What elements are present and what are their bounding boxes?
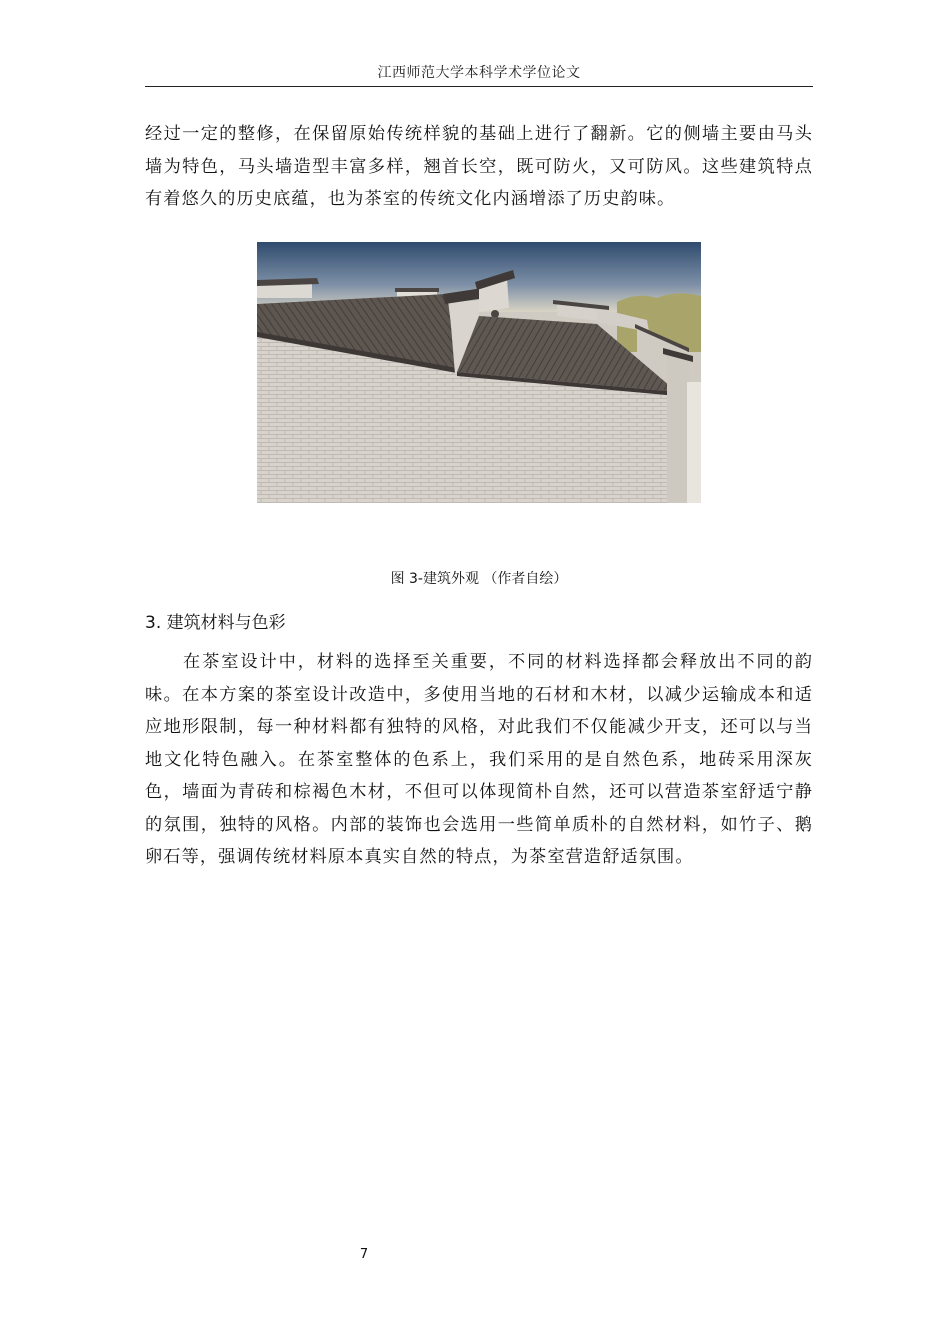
paragraph-1: 经过一定的整修，在保留原始传统样貌的基础上进行了翻新。它的侧墙主要由马头墙为特色，马头墙造型丰富多样，翘首长空，既可防火，又可防风。这些建筑特点有着悠久的历史底蕴，也为茶室的传统文化内涵增添了历史韵味。 — [145, 124, 813, 209]
paragraph-2: 在茶室设计中，材料的选择至关重要，不同的材料选择都会释放出不同的韵味。在本方案的茶室设计改造中，多使用当地的石材和木材，以减少运输成本和适应地形限制，每一种材料都有独特的风格，对此我们不仅能减少开支，还可以与当地文化特色融入。在茶室整体的色系上，我们采用的是自然色系，地砖采用深灰色，墙面为青砖和棕褐色木材，不但可以体现简朴自然，还可以营造茶室舒适宁静的氛围，独特的风格。内部的装饰也会选用一些简单质朴的自然材料，如竹子、鹅卵石等，强调传统材料原本真实自然的特点，为茶室营造舒适氛围。 — [145, 652, 813, 867]
figure-caption: 图 3-建筑外观 （作者自绘） — [390, 571, 568, 587]
running-header: 江西师范大学本科学术学位论文 — [377, 65, 581, 81]
building-exterior-figure — [257, 242, 701, 503]
page-number: 7 — [359, 1247, 369, 1262]
section-heading: 3. 建筑材料与色彩 — [145, 613, 286, 633]
header-rule — [145, 86, 813, 87]
